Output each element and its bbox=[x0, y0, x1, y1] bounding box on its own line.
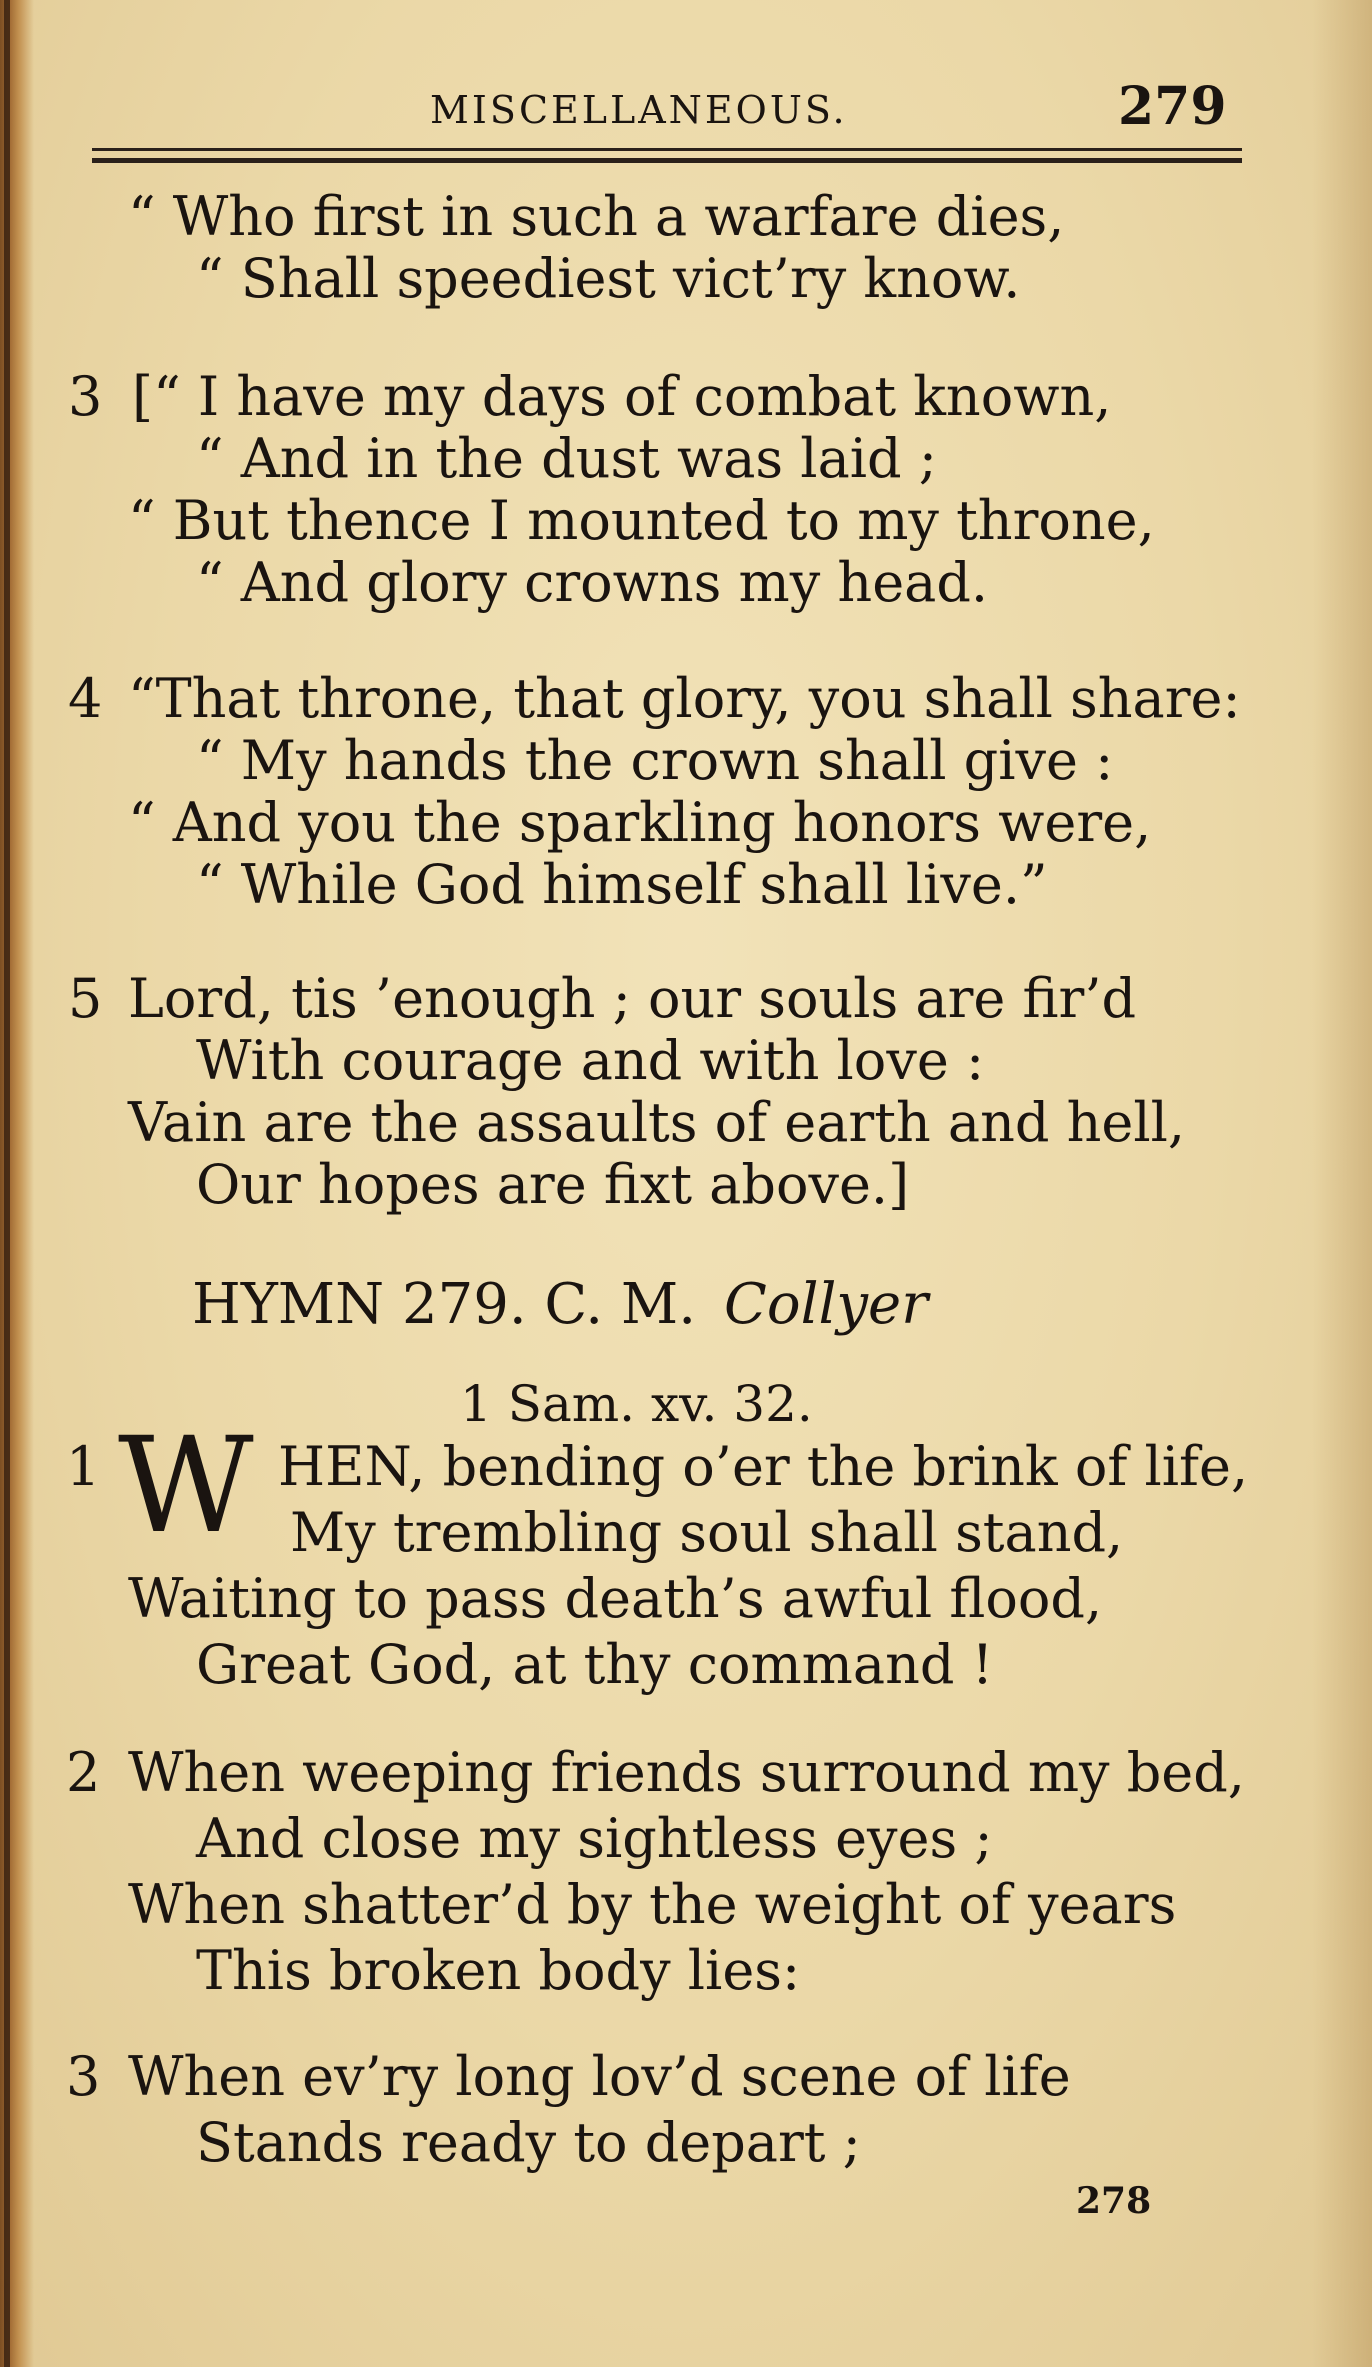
verse-line: “ While God himself shall live.” bbox=[196, 853, 1048, 916]
verse-line: HEN, bending o’er the brink of life, bbox=[278, 1435, 1249, 1498]
verse-line: “ And glory crowns my head. bbox=[196, 551, 989, 614]
running-head: MISCELLANEOUS. bbox=[430, 88, 848, 132]
verse-line: Vain are the assaults of earth and hell, bbox=[128, 1091, 1186, 1154]
verse-line: When ev’ry long lov’d scene of life bbox=[128, 2045, 1071, 2108]
hymn-author: Collyer bbox=[724, 1272, 928, 1337]
verse-line: Our hopes are fixt above.] bbox=[196, 1153, 910, 1216]
verse-line: And close my sightless eyes ; bbox=[196, 1807, 993, 1870]
verse-line: Waiting to pass death’s awful flood, bbox=[128, 1567, 1103, 1630]
page-number: 279 bbox=[1118, 76, 1227, 137]
verse-line: [“ I have my days of combat known, bbox=[132, 365, 1112, 428]
scripture-reference: 1 Sam. xv. 32. bbox=[460, 1375, 813, 1433]
verse-line: With courage and with love : bbox=[196, 1029, 985, 1092]
verse-line: When weeping friends surround my bed, bbox=[128, 1741, 1245, 1804]
stanza-number: 4 bbox=[68, 667, 103, 730]
verse-line: Lord, tis ’enough ; our souls are fir’d bbox=[128, 967, 1137, 1030]
stanza-number: 3 bbox=[66, 2045, 101, 2108]
verse-line: “That throne, that glory, you shall share: bbox=[128, 667, 1241, 730]
verse-line: “ Shall speediest vict’ry know. bbox=[196, 247, 1021, 310]
drop-cap: W bbox=[118, 1409, 254, 1563]
stanza-number: 3 bbox=[68, 365, 103, 428]
header-rule-thin bbox=[92, 148, 1242, 151]
stanza-number: 5 bbox=[68, 967, 103, 1030]
verse-line: “ But thence I mounted to my throne, bbox=[128, 489, 1155, 552]
stanza-number: 1 bbox=[66, 1435, 101, 1498]
hymn-title bbox=[192, 1272, 928, 1337]
verse-line: My trembling soul shall stand, bbox=[290, 1501, 1124, 1564]
verse-line: “ And you the sparkling honors were, bbox=[128, 791, 1152, 854]
verse-line: Stands ready to depart ; bbox=[196, 2111, 861, 2174]
verse-line: This broken body lies: bbox=[196, 1939, 801, 2002]
stanza-number: 2 bbox=[66, 1741, 101, 1804]
hymn-number-meter: HYMN 279. C. M. bbox=[192, 1272, 697, 1337]
signature-mark: 278 bbox=[1076, 2180, 1152, 2222]
verse-line: “ My hands the crown shall give : bbox=[196, 729, 1114, 792]
verse-line: When shatter’d by the weight of years bbox=[128, 1873, 1177, 1936]
verse-line: “ Who first in such a warfare dies, bbox=[128, 185, 1065, 248]
header-rule-thick bbox=[92, 158, 1242, 163]
verse-line: “ And in the dust was laid ; bbox=[196, 427, 937, 490]
verse-line: Great God, at thy command ! bbox=[196, 1633, 994, 1696]
